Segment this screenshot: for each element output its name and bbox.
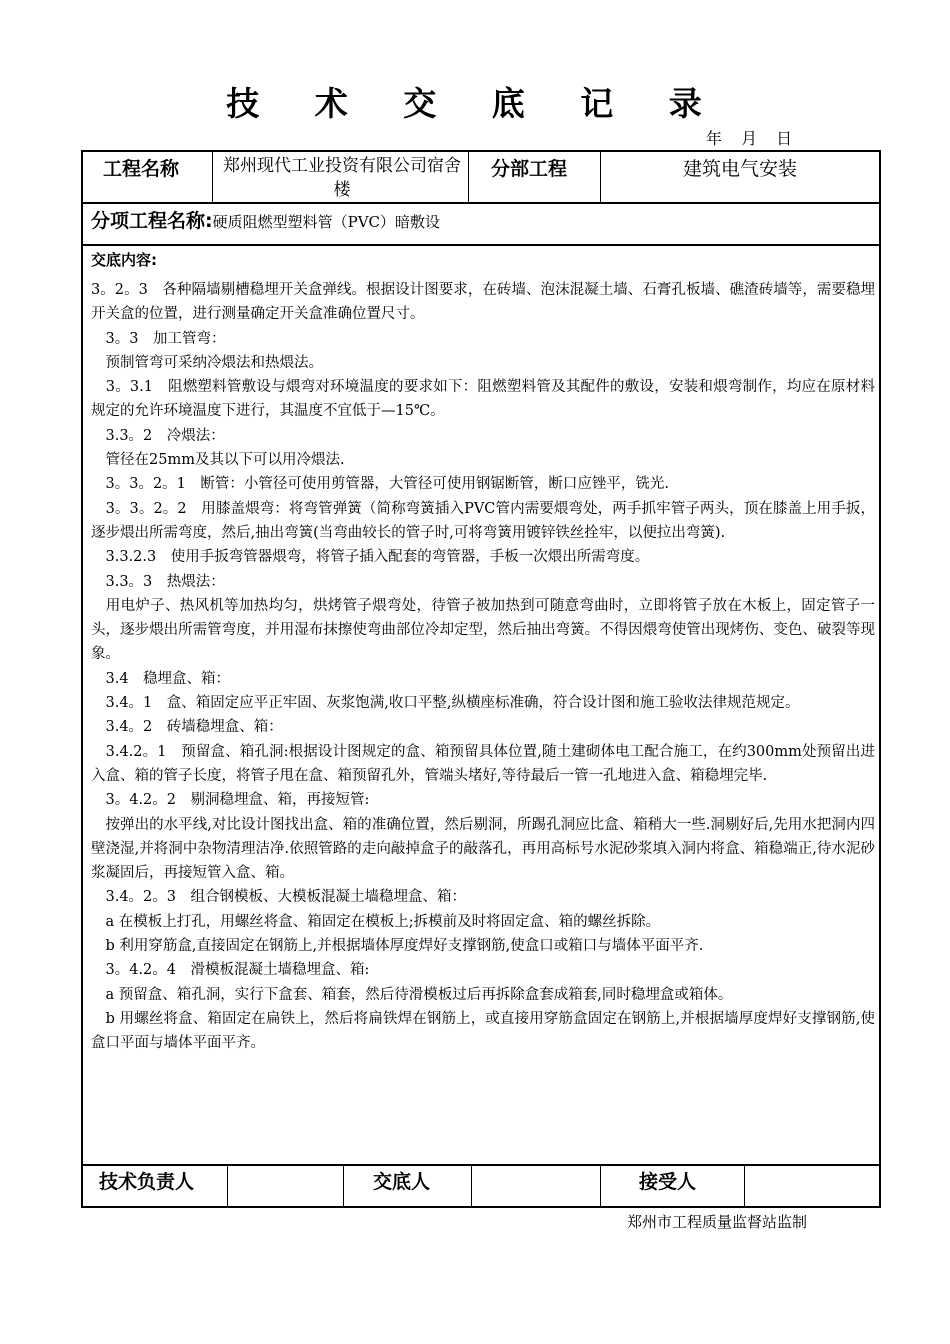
content-paragraph: 预制管弯可采纳冷煨法和热煨法。: [91, 354, 323, 371]
content-paragraph: 3.4。2。3 组合钢模板、大模板混凝土墙稳埋盒、箱：: [91, 889, 467, 906]
content-paragraph: 管径在25mm及其以下可以用冷煨法.: [91, 452, 345, 469]
footer-issuer: 郑州市工程质量监督站监制: [627, 1213, 808, 1231]
date-label: 年 月 日: [706, 129, 793, 148]
subitem-value: 硬质阻燃型塑料管（PVC）暗敷设: [212, 213, 441, 231]
content-paragraph: 3.4。1 盒、箱固定应平正牢固、灰浆饱满,收口平整,纵横座标准确，符合设计图和施工验收法律规范规定。: [91, 695, 800, 712]
content-paragraph: 3。4.2。4 滑模板混凝土墙稳埋盒、箱:: [91, 962, 370, 979]
content-paragraph: 3.4。2 砖墙稳埋盒、箱：: [91, 719, 283, 736]
content-paragraph: a 在模板上打孔，用螺丝将盒、箱固定在模板上;拆模前及时将固定盒、箱的螺丝拆除。: [91, 913, 661, 930]
tech-lead-label: 技术负责人: [99, 1171, 195, 1193]
handover-person-field[interactable]: [473, 1167, 598, 1203]
content-paragraph: b 利用穿筋盒,直接固定在钢筋上,并根据墙体厚度焊好支撑钢筋,使盒口或箱口与墙体平面平齐.: [91, 938, 704, 955]
content-paragraph: 3.3.2.3 使用手扳弯管器煨弯，将管子插入配套的弯管器，手板一次煨出所需弯度。: [91, 549, 650, 566]
content-paragraph: 3。3。2。2 用膝盖煨弯：将弯管弹簧（简称弯簧插入PVC管内需要煨弯处，两手抓牢管子两头，顶在膝盖上用手扳，逐步煨出所需弯度，然后,抽出弯簧(当弯曲较长的管子时,可将弯簧用镀锌铁丝拴牢，以便拉出弯簧).: [91, 500, 875, 541]
disclosure-table: [81, 150, 881, 1208]
content-paragraph: b 用螺丝将盒、箱固定在扁铁上，然后将扁铁焊在钢筋上，或直接用穿筋盒固定在钢筋上,并根据墙厚度焊好支撑钢筋,使盒口平面与墙体平面平齐。: [91, 1010, 875, 1052]
content-paragraph: 按弹出的水平线,对比设计图找出盒、箱的准确位置，然后剔洞，所踢孔洞应比盒、箱稍大一些.洞剔好后,先用水把洞内四壁浇湿,并将洞中杂物清理洁净.依照管路的走向敲掉盒子的敲落孔，再用高标号水泥砂浆填入洞内将盒、箱稳端正,待水泥砂浆凝固后，再接短管入盒、箱。: [91, 816, 875, 882]
content-body: [91, 278, 875, 1056]
tech-lead-field[interactable]: [229, 1167, 341, 1203]
document-title: 技 术 交 底 记 录: [226, 84, 724, 123]
receiver-label: 接受人: [639, 1171, 697, 1193]
content-paragraph: 3。3.1 阻燃塑料管敷设与煨弯对环境温度的要求如下：阻燃塑料管及其配件的敷设，安装和煨弯制作，均应在原材料规定的允许环境温度下进行，其温度不宜低于—15℃。: [91, 379, 875, 420]
content-paragraph: a 预留盒、箱孔洞，实行下盒套、箱套，然后待滑模板过后再拆除盒套成箱套,同时稳埋盒或箱体。: [91, 986, 733, 1003]
content-paragraph: 3.3。2 冷煨法：: [91, 427, 225, 444]
content-paragraph: 用电炉子、热风机等加热均匀，烘烤管子煨弯处，待管子被加热到可随意弯曲时，立即将管子放在木板上，固定管子一头，逐步煨出所需管弯度，并用湿布抹擦使弯曲部位冷却定型，然后抽出弯簧。不得因煨弯使管出现烤伤、变色、破裂等现象。: [91, 597, 875, 663]
division-label: 分部工程: [491, 158, 568, 180]
handover-person-label: 交底人: [373, 1171, 431, 1193]
subitem-label: 分项工程名称:: [91, 210, 213, 232]
project-name-value: 郑州现代工业投资有限公司宿舍楼: [223, 156, 461, 200]
content-paragraph: 3.4 稳埋盒、箱：: [91, 670, 231, 687]
content-paragraph: 3.3。3 热煨法：: [91, 573, 225, 590]
content-paragraph: 3。4.2。2 剔洞稳埋盒、箱，再接短管:: [91, 792, 370, 809]
project-name-label: 工程名称: [103, 158, 180, 180]
content-label: 交底内容:: [91, 251, 157, 269]
content-paragraph: 3。2。3 各种隔墙剔槽稳埋开关盒弹线。根据设计图要求，在砖墙、泡沫混凝土墙、石膏孔板墙、礁渣砖墙等，需要稳埋开关盒的位置，进行测量确定开关盒准确位置尺寸。: [91, 282, 875, 323]
content-paragraph: 3。3 加工管弯：: [91, 330, 226, 347]
receiver-field[interactable]: [746, 1167, 876, 1203]
content-paragraph: 3.4.2。1 预留盒、箱孔洞:根据设计图规定的盒、箱预留具体位置,随土建砌体电工配合施工，在约300mm处预留出进入盒、箱的管子长度，将管子甩在盒、箱预留孔外，管端头堵好,等待最后一管一孔地进入盒、箱稳埋完毕.: [91, 743, 875, 784]
division-value: 建筑电气安装: [682, 158, 797, 180]
content-paragraph: 3。3。2。1 断管：小管径可使用剪管器，大管径可使用钢锯断管，断口应锉平，铣光.: [91, 476, 670, 493]
